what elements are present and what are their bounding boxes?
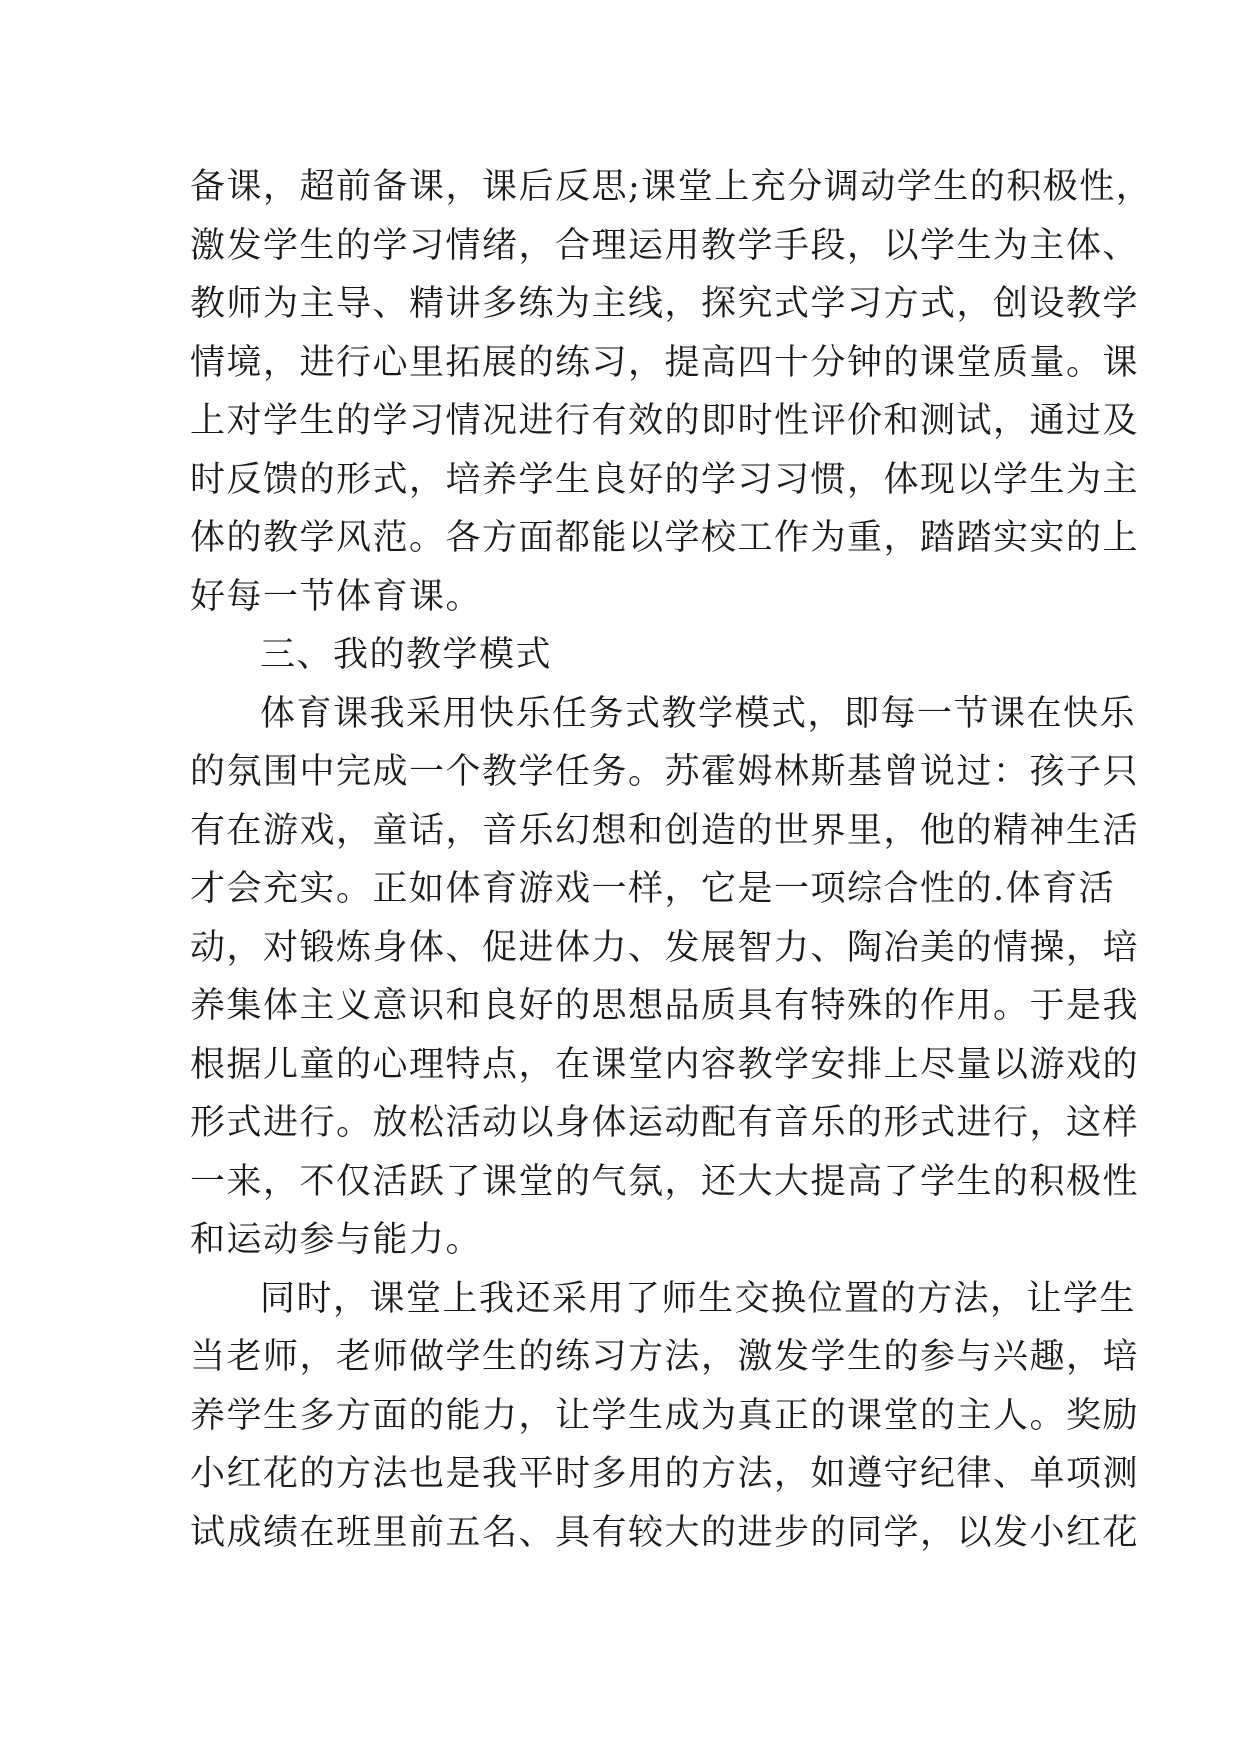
text-line: 养集体主义意识和良好的思想品质具有特殊的作用。于是我	[190, 986, 1140, 1026]
text-line: 形式进行。放松活动以身体运动配有音乐的形式进行，这样	[190, 1103, 1140, 1143]
text-line: 根据儿童的心理特点，在课堂内容教学安排上尽量以游戏的	[190, 1044, 1140, 1085]
paragraph-first-line: 同时，课堂上我还采用了师生交换位置的方法，让学生	[260, 1278, 1137, 1319]
text-line: 上对学生的学习情况进行有效的即时性评价和测试，通过及	[190, 401, 1140, 441]
paragraph-first-line: 体育课我采用快乐任务式教学模式，即每一节课在快乐	[260, 693, 1137, 734]
text-line: 情境，进行心里拓展的练习，提高四十分钟的课堂质量。课	[190, 342, 1140, 383]
text-line: 好每一节体育课。	[190, 576, 483, 617]
text-line: 备课，超前备课，课后反思;课堂上充分调动学生的积极性，	[190, 167, 1153, 207]
text-line: 养学生多方面的能力，让学生成为真正的课堂的主人。奖励	[190, 1395, 1140, 1436]
text-line: 当老师，老师做学生的练习方法，激发学生的参与兴趣，培	[190, 1337, 1140, 1377]
text-line: 有在游戏，童话，音乐幻想和创造的世界里，他的精神生活	[190, 810, 1140, 851]
text-line: 体的教学风范。各方面都能以学校工作为重，踏踏实实的上	[190, 518, 1140, 558]
text-line: 的氛围中完成一个教学任务。苏霍姆林斯基曾说过：孩子只	[190, 752, 1140, 792]
text-line: 才会充实。正如体育游戏一样，它是一项综合性的.体育活	[190, 869, 1116, 909]
text-line: 一来，不仅活跃了课堂的气氛，还大大提高了学生的积极性	[190, 1161, 1140, 1202]
text-line: 激发学生的学习情绪，合理运用教学手段，以学生为主体、	[190, 225, 1140, 266]
body-text	[190, 158, 1153, 1562]
section-heading: 三、我的教学模式	[260, 635, 553, 675]
text-line: 和运动参与能力。	[190, 1220, 483, 1260]
text-line: 教师为主导、精讲多练为主线，探究式学习方式，创设教学	[190, 284, 1140, 324]
text-line: 时反馈的形式，培养学生良好的学习习惯，体现以学生为主	[190, 459, 1140, 500]
text-line: 小红花的方法也是我平时多用的方法，如遵守纪律、单项测	[190, 1454, 1140, 1494]
text-line: 动，对锻炼身体、促进体力、发展智力、陶冶美的情操，培	[190, 927, 1140, 968]
text-line: 试成绩在班里前五名、具有较大的进步的同学，以发小红花	[190, 1512, 1140, 1553]
